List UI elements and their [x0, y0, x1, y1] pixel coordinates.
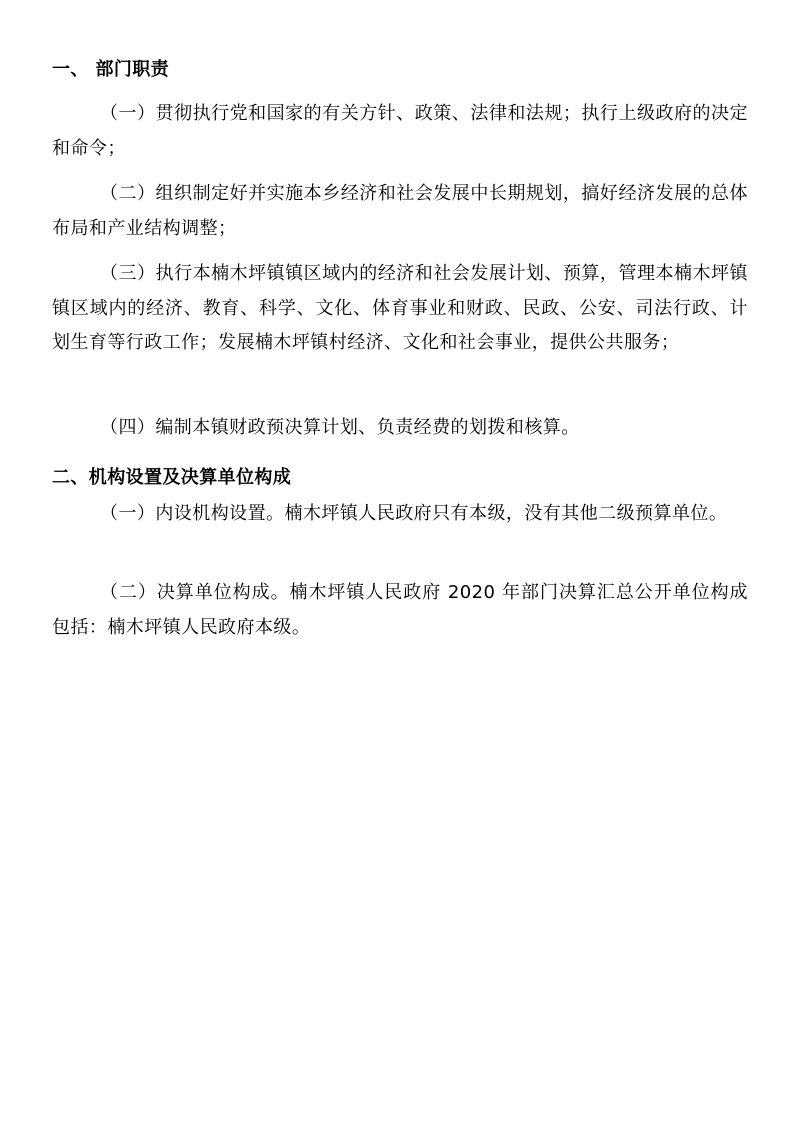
section-2-paragraph-1: （一）内设机构设置。楠木坪镇人民政府只有本级，没有其他二级预算单位。 — [100, 503, 728, 524]
section-1-paragraph-4: （四）编制本镇财政预决算计划、负责经费的划拨和核算。 — [100, 417, 580, 438]
section-2-heading: 二、机构设置及决算单位构成 — [52, 467, 292, 488]
section-2-paragraph-2: （二）决算单位构成。楠木坪镇人民政府 2020 年部门决算汇总公开单位构成包括：楠木坪镇人民政府本级。 — [52, 582, 748, 638]
section-1-paragraph-3: （三）执行本楠木坪镇镇区域内的经济和社会发展计划、预算，管理本楠木坪镇镇区域内的经济、教育、科学、文化、体育事业和财政、民政、公安、司法行政、计划生育等行政工作；发展楠木坪镇村经济、文化和社会事业，提供公共服务； — [52, 263, 748, 353]
section-1-paragraph-2: （二）组织制定好并实施本乡经济和社会发展中长期规划，搞好经济发展的总体布局和产业结构调整； — [52, 183, 748, 239]
section-1-heading: 一、 部门职责 — [52, 59, 170, 80]
section-1-paragraph-1: （一）贯彻执行党和国家的有关方针、政策、法律和法规；执行上级政府的决定和命令； — [52, 103, 748, 159]
